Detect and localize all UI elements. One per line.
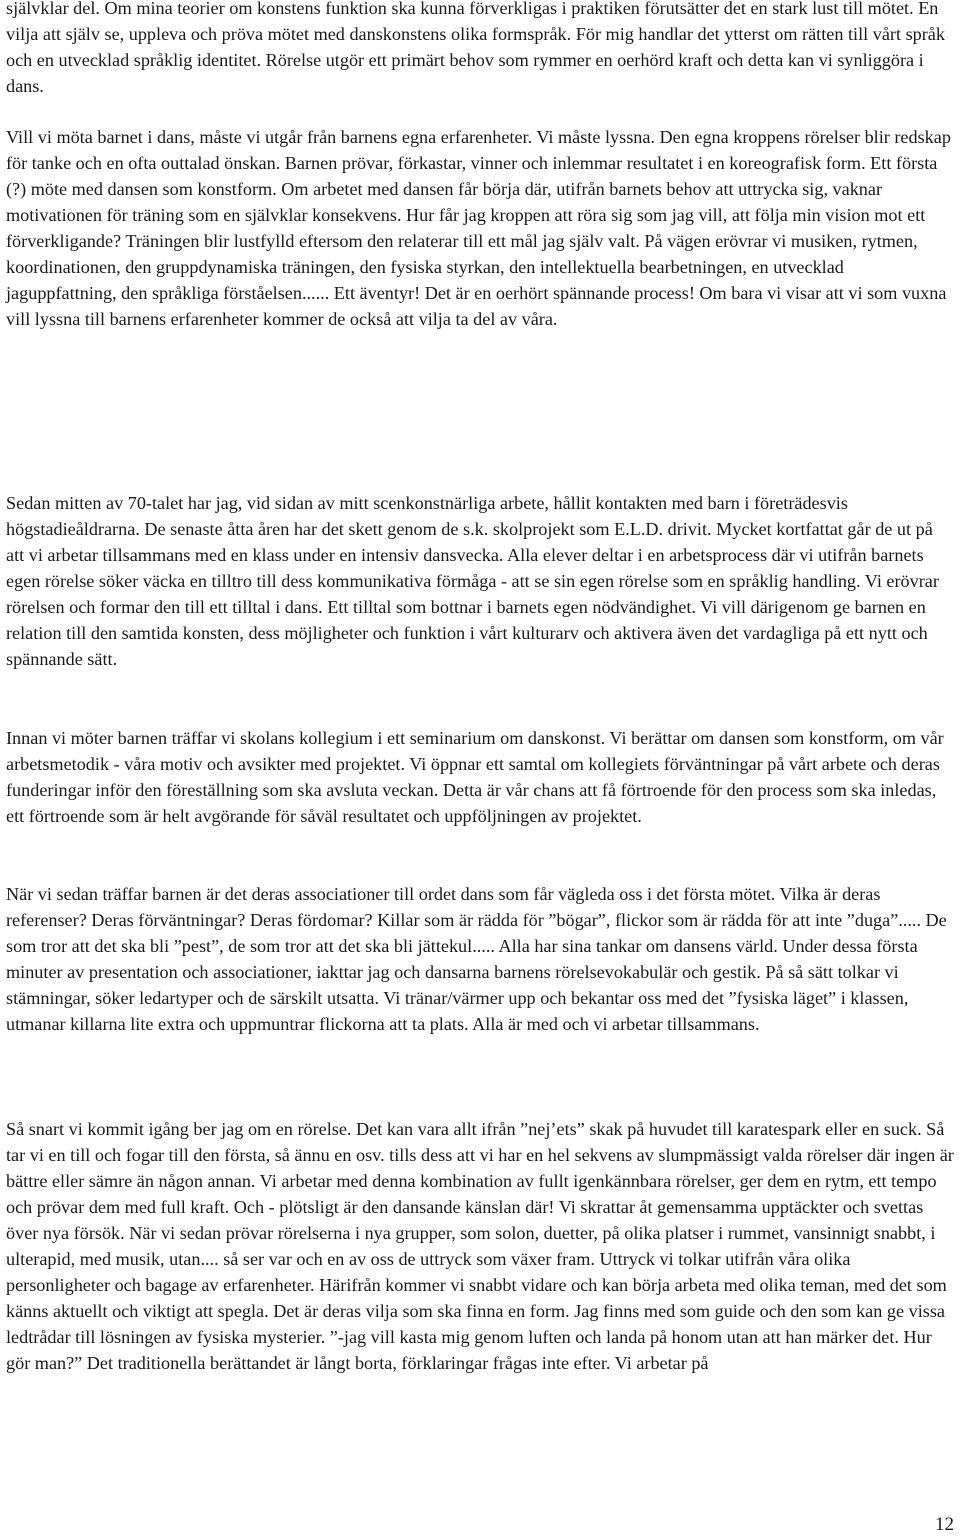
- paragraph: självklar del. Om mina teorier om konstens funktion ska kunna förverkligas i praktiken förutsätter det en stark lust till mötet. En vilja att själv se, uppleva och pröva mötet med danskonstens olika formspråk. För mig handlar det ytterst om rätten till vårt språk och en utvecklad språklig identitet. Rörelse utgör ett primärt behov som rymmer en oerhörd kraft och detta kan vi synliggöra i dans.: [6, 0, 945, 96]
- paragraph: När vi sedan träffar barnen är det deras associationer till ordet dans som får vägleda oss i det första mötet. Vilka är deras referenser? Deras förväntningar? Deras fördomar? Killar som är rädda för ”bögar”, flickor som är rädda för att inte ”duga”..... De som tror att det ska bli ”pest”, de som tror att det ska bli jättekul..... Alla har sina tankar om dansens värld. Under dessa första minuter av presentation och associationer, iakttar jag och dansarna barnens rörelsevokabulär och gestik. På så sätt tolkar vi stämningar, söker ledartyper och de särskilt utsatta. Vi tränar/värmer upp och bekantar oss med det ”fysiska läget” i klassen, utmanar killarna lite extra och uppmuntrar flickorna att ta plats. Alla är med och vi arbetar tillsammans.: [6, 884, 947, 1034]
- paragraph: Sedan mitten av 70-talet har jag, vid sidan av mitt scenkonstnärliga arbete, hållit kontakten med barn i företrädesvis högstadieåldrarna. De senaste åtta åren har det skett genom de s.k. skolprojekt som E.L.D. drivit. Mycket kortfattat går de ut på att vi arbetar tillsammans med en klass under en intensiv dansvecka. Alla elever deltar i en arbetsprocess där vi utifrån barnets egen rörelse söker väcka en tilltro till dess kommunikativa förmåga - att se sin egen rörelse som en språklig handling. Vi erövrar rörelsen och formar den till ett tilltal i dans. Ett tilltal som bottnar i barnets egen nödvändighet. Vi vill därigenom ge barnen en relation till den samtida konsten, dess möjligheter och funktion i vårt kulturarv och aktivera även det vardagliga på ett nytt och spännande sätt.: [6, 493, 939, 669]
- paragraph: Vill vi möta barnet i dans, måste vi utgår från barnens egna erfarenheter. Vi måste lyssna. Den egna kroppens rörelser blir redskap för tanke och en ofta outtalad önskan. Barnen prövar, förkastar, vinner och inlemmar resultatet i en koreografisk form. Ett första (?) möte med dansen som konstform. Om arbetet med dansen får börja där, utifrån barnets behov att uttrycka sig, vaknar motivationen för träning som en självklar konsekvens. Hur får jag kroppen att röra sig som jag vill, att följa min vision mot ett förverkligande? Träningen blir lustfylld eftersom den relaterar till ett mål jag själv valt. På vägen erövrar vi musiken, rytmen, koordinationen, den gruppdynamiska träningen, den fysiska styrkan, den intellektuella bearbetningen, en utvecklad jaguppfattning, den språkliga förståelsen...... Ett äventyr! Det är en oerhört spännande process! Om bara vi visar att vi som vuxna vill lyssna till barnens erfarenheter kommer de också att vilja ta del av våra.: [6, 127, 951, 329]
- page-number: 12: [935, 1514, 954, 1535]
- paragraph: Så snart vi kommit igång ber jag om en rörelse. Det kan vara allt ifrån ”nej’ets” skak på huvudet till karatespark eller en suck. Så tar vi en till och fogar till den första, så ännu en osv. tills dess att vi har en hel sekvens av slumpmässigt valda rörelser där ingen är bättre eller sämre än någon annan. Vi arbetar med denna kombination av fullt igenkännbara rörelser, ger dem en rytm, ett tempo och prövar dem med full kraft. Och - plötsligt är den dansande känslan där! Vi skrattar åt gemensamma upptäckter och svettas över nya försök. När vi sedan prövar rörelserna i nya grupper, som solon, duetter, på olika platser i rummet, vansinnigt snabbt, i ulterapid, med musik, utan.... så ser var och en av oss de uttryck som växer fram. Uttryck vi tolkar utifrån våra olika personligheter och bagage av erfarenheter. Härifrån kommer vi snabbt vidare och kan börja arbeta med olika teman, med det som känns aktuellt och viktigt att spegla. Det är deras vilja som ska finna en form. Jag finns med som guide och den som kan ge vissa ledtrådar till lösningen av fysiska mysterier. ”-jag vill kasta mig genom luften och landa på honom utan att han märker det. Hur gör man?” Det traditionella berättandet är långt borta, förklaringar frågas inte efter. Vi arbetar på: [6, 1119, 954, 1373]
- paragraph: Innan vi möter barnen träffar vi skolans kollegium i ett seminarium om danskonst. Vi berättar om dansen som konstform, om vår arbetsmetodik - våra motiv och avsikter med projektet. Vi öppnar ett samtal om kollegiets förväntningar på vårt arbete och deras funderingar inför den föreställning som ska avsluta veckan. Detta är vår chans att få förtroende för den process som ska inledas, ett förtroende som är helt avgörande för såväl resultatet och uppföljningen av projektet.: [6, 728, 944, 826]
